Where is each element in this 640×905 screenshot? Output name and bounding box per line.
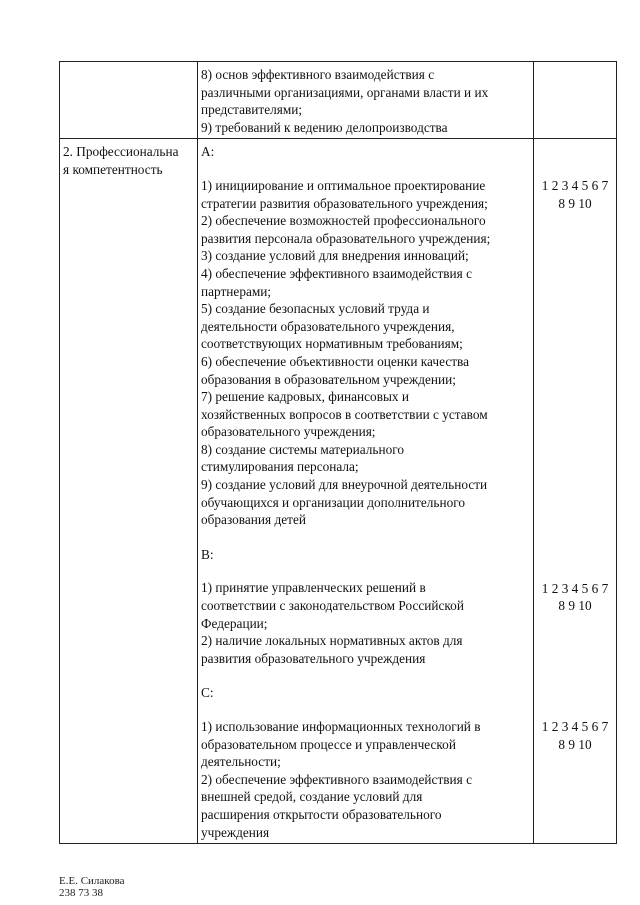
indicator-line: развития образовательного учреждения bbox=[201, 650, 426, 666]
indicator-line: обучающихся и организации дополнительного bbox=[201, 494, 466, 510]
criteria-table bbox=[59, 61, 617, 844]
indicator-cell bbox=[198, 139, 534, 844]
section-c-label: С: bbox=[201, 685, 214, 701]
indicator-line: образовательного учреждения; bbox=[201, 424, 376, 440]
indicator-line: представителями; bbox=[201, 102, 303, 118]
indicator-line: деятельности; bbox=[201, 754, 281, 770]
indicator-line: 1) инициирование и оптимальное проектирование bbox=[201, 177, 486, 193]
indicator-cell bbox=[198, 62, 534, 139]
section-c-scores bbox=[537, 718, 613, 753]
indicator-line: 5) создание безопасных условий труда и bbox=[201, 301, 430, 317]
score-scale-line: 1 2 3 4 5 6 7 bbox=[541, 177, 609, 193]
indicator-line: 9) создание условий для внеурочной деятельности bbox=[201, 477, 488, 493]
criterion-cell bbox=[60, 62, 198, 139]
indicator-line: партнерами; bbox=[201, 283, 272, 299]
indicator-line: различными организациями, органами власти и их bbox=[201, 84, 489, 100]
indicator-line: 2) обеспечение возможностей профессионального bbox=[201, 213, 486, 229]
indicator-line: развития персонала образовательного учреждения; bbox=[201, 230, 491, 246]
indicator-line: 4) обеспечение эффективного взаимодействия с bbox=[201, 265, 473, 281]
section-a-label: А: bbox=[201, 144, 215, 160]
section-b-list bbox=[201, 579, 530, 667]
indicator-line: 8) основ эффективного взаимодействия с bbox=[201, 67, 435, 82]
score-scale-line: 1 2 3 4 5 6 7 bbox=[541, 580, 609, 596]
section-b-label: В: bbox=[201, 546, 214, 562]
indicator-line: хозяйственных вопросов в соответствии с уставом bbox=[201, 406, 488, 422]
indicator-line: 8) создание системы материального bbox=[201, 441, 405, 457]
section-c-list bbox=[201, 718, 530, 841]
section-a-list bbox=[201, 177, 530, 529]
indicator-line: 2) обеспечение эффективного взаимодействия с bbox=[201, 771, 473, 787]
score-cell bbox=[534, 139, 617, 844]
indicator-line: внешней средой, создание условий для bbox=[201, 789, 423, 805]
indicator-line: соответствующих нормативным требованиям; bbox=[201, 336, 463, 352]
score-scale-line: 1 2 3 4 5 6 7 bbox=[541, 719, 609, 735]
indicator-line: расширения открытости образовательного bbox=[201, 806, 442, 822]
indicator-line: 1) использование информационных технологий в bbox=[201, 719, 481, 734]
indicator-line: 1) принятие управленческих решений в bbox=[201, 580, 426, 596]
footer-author: Е.Е. Силакова bbox=[59, 875, 125, 887]
footer-phone: 238 73 38 bbox=[59, 887, 103, 899]
indicator-line: 6) обеспечение объективности оценки качества bbox=[201, 353, 470, 369]
indicator-line: 7) решение кадровых, финансовых и bbox=[201, 389, 409, 405]
score-cell bbox=[534, 62, 617, 139]
indicator-line: стимулирования персонала; bbox=[201, 459, 359, 475]
table-row bbox=[60, 62, 617, 139]
indicator-line: учреждения bbox=[201, 824, 270, 840]
indicator-line: образования в образовательном учреждении; bbox=[201, 371, 456, 387]
page-footer bbox=[59, 875, 125, 899]
section-a-scores bbox=[537, 177, 613, 212]
criterion-title-line: я компетентность bbox=[63, 161, 163, 177]
table-row bbox=[60, 139, 617, 844]
indicator-line: 2) наличие локальных нормативных актов для bbox=[201, 633, 463, 649]
score-scale-line: 8 9 10 bbox=[558, 736, 592, 752]
indicator-line: соответствии с законодательством Российской bbox=[201, 598, 464, 614]
indicator-line: 9) требований к ведению делопроизводства bbox=[201, 119, 448, 135]
section-b-scores bbox=[537, 580, 613, 615]
indicator-line: Федерации; bbox=[201, 615, 268, 631]
indicator-line: образовательном процессе и управленческой bbox=[201, 736, 456, 752]
indicator-line: деятельности образовательного учреждения, bbox=[201, 318, 455, 334]
indicator-line: 3) создание условий для внедрения инноваций; bbox=[201, 248, 469, 264]
indicator-line: образования детей bbox=[201, 512, 306, 528]
criterion-cell bbox=[60, 139, 198, 844]
criterion-title-line: 2. Профессиональна bbox=[63, 144, 179, 160]
score-scale-line: 8 9 10 bbox=[558, 598, 592, 614]
score-scale-line: 8 9 10 bbox=[558, 195, 592, 211]
indicator-line: стратегии развития образовательного учреждения; bbox=[201, 195, 488, 211]
